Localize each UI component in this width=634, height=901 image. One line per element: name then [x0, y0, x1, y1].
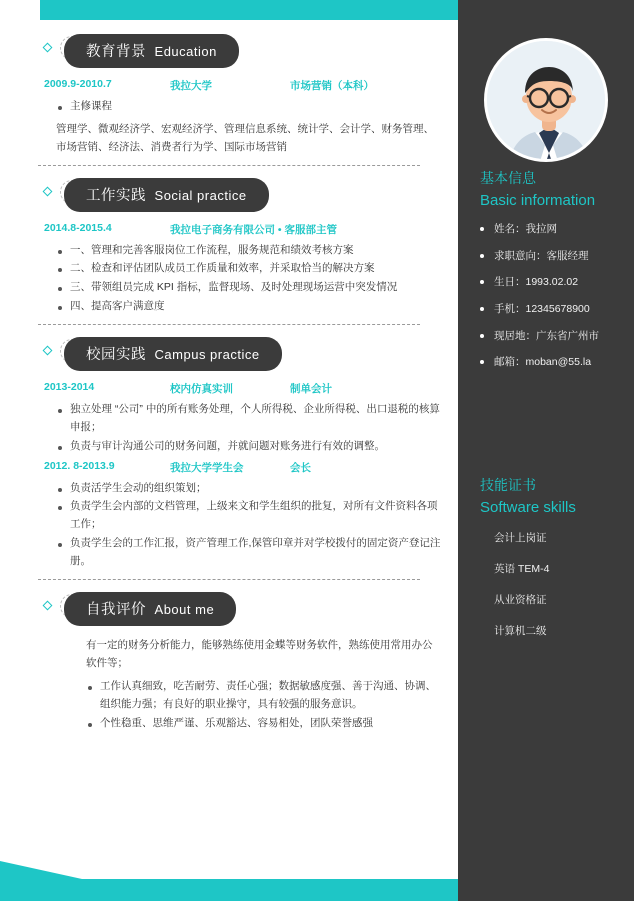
section-header-education	[16, 34, 442, 68]
entry-role: 会长	[290, 461, 311, 474]
list-item: 会计上岗证	[494, 532, 547, 544]
section-title-pill	[64, 34, 239, 68]
section-title-en: Social practice	[154, 187, 247, 203]
entry-header	[44, 381, 442, 396]
sidebar-info-list	[480, 223, 634, 370]
section-header-social-practice	[16, 178, 442, 212]
entry-paragraph: 有一定的财务分析能力，能够熟练使用金蝶等财务软件，熟练使用常用办公软件等；	[86, 638, 433, 670]
divider	[38, 579, 420, 580]
diamond-icon	[43, 600, 53, 610]
section-title-en: Education	[154, 44, 217, 59]
entry-org: 我拉大学学生会	[170, 461, 244, 474]
list-item: 负责学生会内部的文档管理，上级来文和学生组织的批复，对所有文件资料各项工作；	[56, 498, 442, 534]
section-header-about-me	[16, 592, 442, 626]
list-item: 主修课程	[56, 98, 442, 116]
list-item: 三、带领组员完成 KPI 指标，监督现场、及时处理现场运营中突发情况	[56, 279, 442, 297]
top-bar-notch	[0, 0, 40, 20]
list-item: 个性稳重、思维严谨、乐观豁达、容易相处，团队荣誉感强	[86, 715, 442, 733]
sidebar-info-title-zh: 基本信息	[480, 170, 536, 186]
list-item: 计算机二级	[494, 625, 547, 637]
entry-bullets	[56, 98, 442, 116]
entry-org: 我拉大学	[170, 80, 212, 92]
section-about-me	[16, 592, 442, 733]
avatar	[484, 38, 608, 162]
list-item: 四、提高客户满意度	[56, 298, 442, 316]
entry-header	[44, 222, 442, 237]
section-title-pill	[64, 337, 282, 371]
divider	[38, 165, 420, 166]
diamond-icon	[43, 346, 53, 356]
list-item: 生日：1993.02.02	[480, 276, 634, 290]
entry-date: 2009.9-2010.7	[44, 78, 112, 90]
entry-bullets	[56, 480, 442, 571]
sidebar-basic-info	[458, 168, 634, 383]
section-title-en: About me	[154, 601, 215, 617]
sidebar-skills	[458, 475, 634, 654]
section-title-zh: 自我评价	[86, 601, 146, 618]
list-item: 求职意向：客服经理	[480, 250, 634, 264]
entry-header	[44, 78, 442, 93]
entry-date: 2012. 8-2013.9	[44, 459, 115, 472]
section-title-pill	[64, 178, 269, 212]
list-item: 独立处理 “公司” 中的所有账务处理，个人所得税、企业所得税、出口退税的核算申报；	[56, 401, 442, 437]
list-item: 工作认真细致，吃苦耐劳、责任心强；数据敏感度强、善于沟通、协调、组织能力强；有良好的职业操守，具有较强的服务意识。	[86, 678, 442, 714]
section-social-practice	[16, 178, 442, 325]
entry-org: 我拉电子商务有限公司 • 客服部主管	[170, 223, 338, 236]
section-title-zh: 教育背景	[86, 44, 146, 60]
diamond-icon	[43, 43, 53, 53]
list-item: 一、管理和完善客服岗位工作流程，服务规范和绩效考核方案	[56, 242, 442, 260]
entry-date: 2013-2014	[44, 380, 95, 393]
sidebar-skills-title-zh: 技能证书	[480, 477, 536, 493]
sections-container	[0, 20, 458, 879]
list-item: 负责与审计沟通公司的财务问题，并就问题对账务进行有效的调整。	[56, 438, 442, 456]
list-item: 手机：12345678900	[480, 303, 634, 317]
entry-bullets	[86, 678, 442, 733]
entry-header	[44, 460, 442, 475]
bottom-accent-bar	[0, 879, 458, 901]
section-education	[16, 34, 442, 166]
list-item: 负责活学生会动的组织策划；	[56, 480, 442, 498]
entry-paragraph: 管理学、微观经济学、宏观经济学、管理信息系统、统计学、会计学、财务管理、市场营销、经济法、消费者行为学、国际市场营销	[56, 122, 434, 154]
sidebar-skills-title-en: Software skills	[480, 499, 576, 516]
list-item: 从业资格证	[494, 594, 547, 606]
list-item: 负责学生会的工作汇报，资产管理工作,保管印章并对学校拨付的固定资产登记注册。	[56, 535, 442, 571]
entry-bullets	[56, 401, 442, 456]
entry-role: 市场营销（本科）	[290, 80, 374, 92]
section-title-pill	[64, 592, 236, 626]
sidebar-info-title-en: Basic information	[480, 192, 596, 209]
top-accent-bar	[0, 0, 458, 20]
sidebar-skills-list	[494, 530, 634, 638]
list-item: 二、检查和评估团队成员工作质量和效率，并采取恰当的解决方案	[56, 260, 442, 278]
list-item: 姓名：我拉网	[480, 223, 634, 237]
divider	[38, 324, 420, 325]
section-title-en: Campus practice	[154, 346, 260, 362]
section-title-zh: 校园实践	[86, 346, 146, 363]
entry-role: 制单会计	[290, 382, 332, 395]
list-item: 现居地：广东省广州市	[480, 330, 634, 344]
section-campus-practice	[16, 337, 442, 580]
avatar-illustration-icon	[487, 41, 608, 162]
entry-org: 校内仿真实训	[170, 382, 233, 395]
list-item: 邮箱：moban@55.la	[480, 356, 634, 370]
resume-sidebar	[458, 0, 634, 901]
section-title-zh: 工作实践	[86, 187, 146, 204]
section-header-campus-practice	[16, 337, 442, 371]
list-item: 英语 TEM-4	[494, 563, 550, 575]
entry-bullets	[56, 242, 442, 316]
diamond-icon	[43, 186, 53, 196]
entry-date: 2014.8-2015.4	[44, 221, 112, 234]
